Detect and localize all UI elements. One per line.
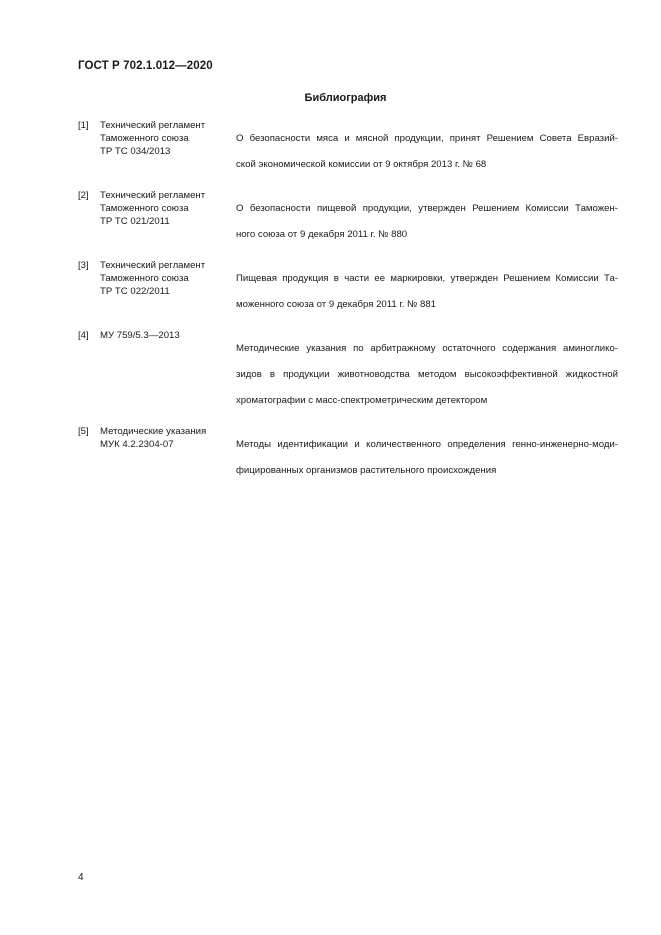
description-line: зидов в продукции животноводства методом высокоэффективной жидкостной bbox=[236, 369, 618, 380]
entry-reference: Технический регламент Таможенного союза ТР ТС 034/2013 bbox=[100, 120, 206, 157]
entry-reference: Методические указания МУК 4.2.2304-07 bbox=[100, 426, 207, 450]
description-line: ской экономической комиссии от 9 октября 2013 г. № 68 bbox=[236, 159, 487, 170]
entry-reference: МУ 759/5.3—2013 bbox=[100, 330, 180, 341]
description-line: Методы идентификации и количественного определения генно-инженерно-моди- bbox=[236, 439, 618, 450]
entry-description bbox=[236, 329, 618, 420]
bibliography-entry bbox=[78, 329, 618, 420]
entry-number: [4] bbox=[78, 330, 89, 341]
description-line: Пищевая продукция в части ее маркировки, утвержден Решением Комиссии Та- bbox=[236, 273, 618, 284]
entry-description bbox=[236, 189, 618, 254]
entry-reference: Технический регламент Таможенного союза ТР ТС 021/2011 bbox=[100, 190, 206, 227]
bibliography-entry bbox=[78, 189, 618, 254]
document-code: ГОСТ Р 702.1.012—2020 bbox=[78, 60, 213, 72]
description-line: фицированных организмов растительного происхождения bbox=[236, 465, 497, 476]
entry-description bbox=[236, 425, 618, 490]
description-line: хроматографии с масс-спектрометрическим детектором bbox=[236, 395, 488, 406]
bibliography-list bbox=[78, 119, 618, 495]
entry-description bbox=[236, 259, 618, 324]
entry-description bbox=[236, 119, 618, 184]
description-line: О безопасности пищевой продукции, утвержден Решением Комиссии Таможен- bbox=[236, 203, 618, 214]
entry-number: [2] bbox=[78, 190, 89, 201]
bibliography-entry bbox=[78, 259, 618, 324]
entry-number: [1] bbox=[78, 120, 89, 131]
description-line: О безопасности мяса и мясной продукции, принят Решением Совета Евразий- bbox=[236, 133, 618, 144]
entry-number: [5] bbox=[78, 426, 89, 437]
description-line: Методические указания по арбитражному остаточного содержания аминоглико- bbox=[236, 343, 618, 354]
page-number: 4 bbox=[78, 872, 84, 883]
description-line: моженного союза от 9 декабря 2011 г. № 881 bbox=[236, 299, 436, 310]
bibliography-entry bbox=[78, 119, 618, 184]
entry-reference: Технический регламент Таможенного союза ТР ТС 022/2011 bbox=[100, 260, 206, 297]
bibliography-title: Библиография bbox=[304, 92, 387, 104]
entry-number: [3] bbox=[78, 260, 89, 271]
bibliography-entry bbox=[78, 425, 618, 490]
description-line: ного союза от 9 декабря 2011 г. № 880 bbox=[236, 229, 408, 240]
